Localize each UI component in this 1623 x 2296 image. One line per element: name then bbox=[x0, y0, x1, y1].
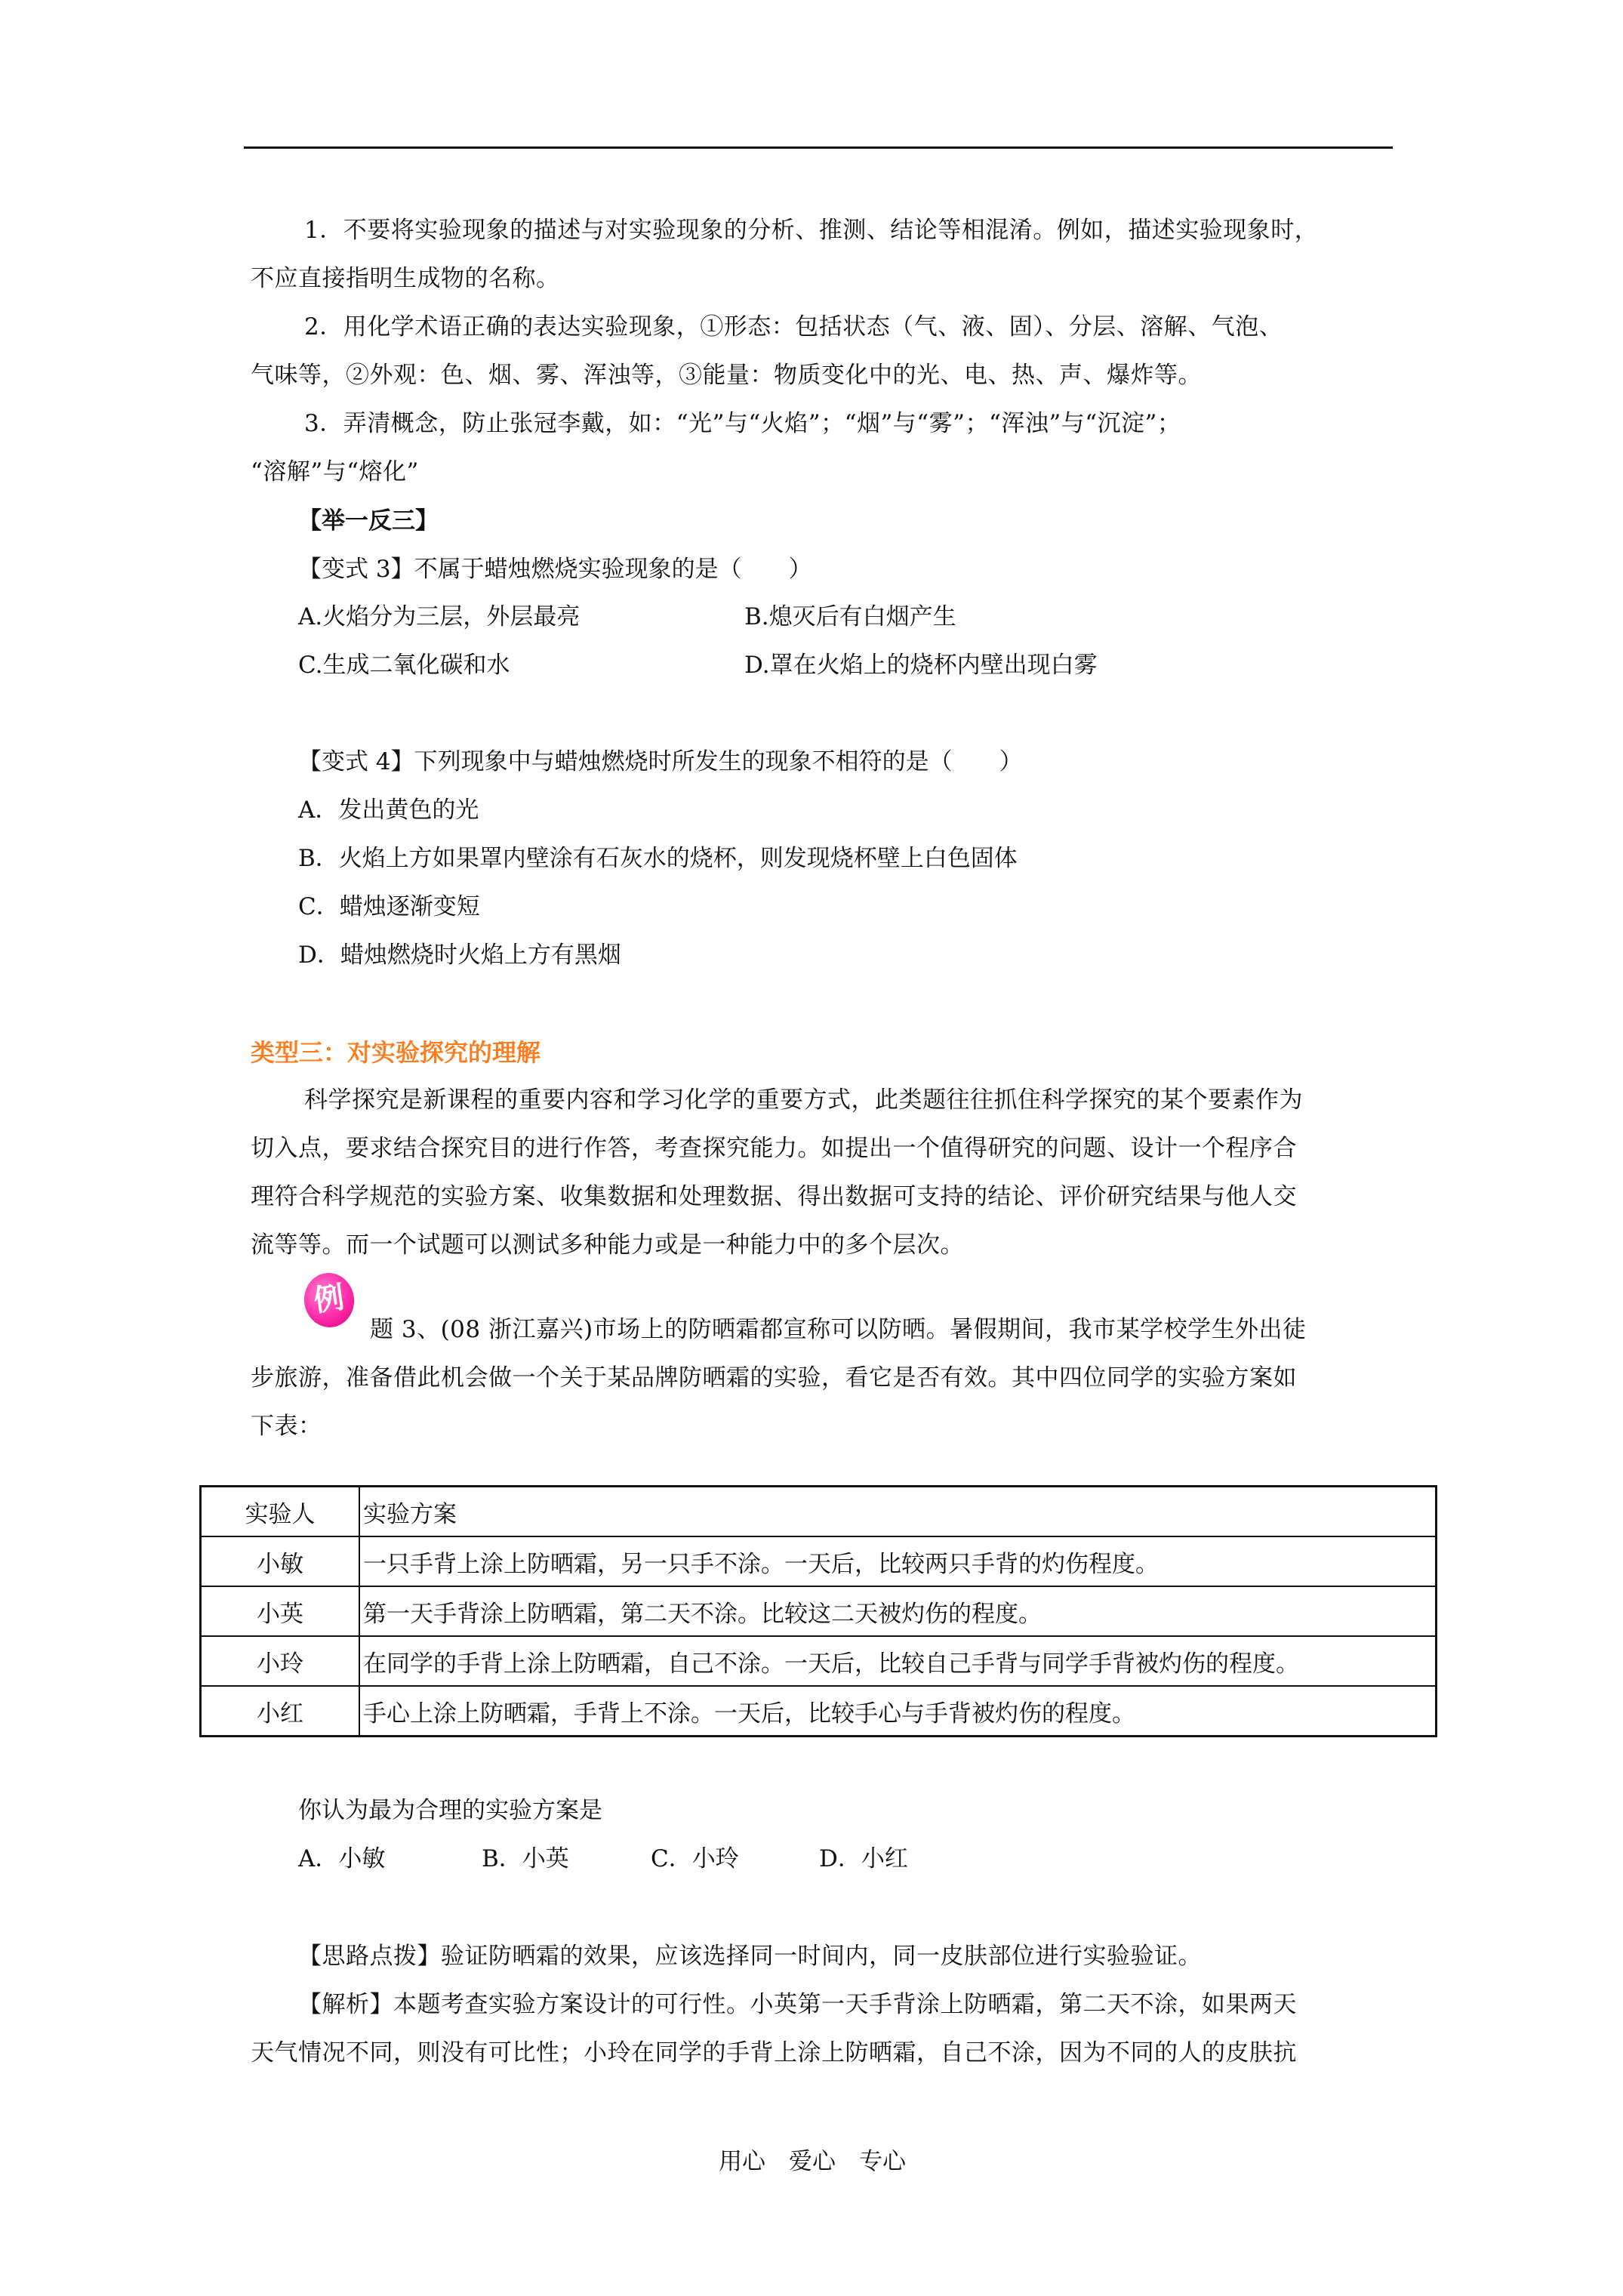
point-2-line-2: 气味等，②外观：色、烟、雾、浑浊等，③能量：物质变化中的光、电、热、声、爆炸等。 bbox=[251, 362, 1202, 389]
point-1-line-1: 1．不要将实验现象的描述与对实验现象的分析、推测、结论等相混淆。例如，描述实验现象时， bbox=[304, 217, 1319, 244]
table-cell-person: 小玲 bbox=[201, 1636, 360, 1686]
type-3-line-1: 科学探究是新课程的重要内容和学习化学的重要方式，此类题往往抓住科学探究的某个要素作为 bbox=[304, 1086, 1303, 1114]
analysis-line-2: 天气情况不同，则没有可比性；小玲在同学的手背上涂上防晒霜，自己不涂，因为不同的人的皮肤抗 bbox=[251, 2039, 1297, 2066]
type-3-line-2: 切入点，要求结合探究目的进行作答，考查探究能力。如提出一个值得研究的问题、设计一个程序合 bbox=[251, 1135, 1297, 1162]
question-option-b: B．小英 bbox=[482, 1845, 569, 1872]
variant-3-option-d: D.罩在火焰上的烧杯内壁出现白雾 bbox=[744, 652, 1098, 679]
type-3-heading: 类型三：对实验探究的理解 bbox=[251, 1038, 541, 1067]
point-3-line-2: “溶解”与“熔化” bbox=[251, 458, 419, 485]
point-2-line-1: 2．用化学术语正确的表达实验现象，①形态：包括状态（气、液、固）、分层、溶解、气泡、 bbox=[304, 313, 1283, 341]
point-3-line-1: 3．弄清概念，防止张冠李戴，如：“光”与“火焰”；“烟”与“雾”；“浑浊”与“沉淀”； bbox=[304, 410, 1181, 437]
analysis-line-1: 【解析】本题考查实验方案设计的可行性。小英第一天手背涂上防晒霜，第二天不涂，如果两天 bbox=[298, 1991, 1297, 2018]
question-option-a: A．小敏 bbox=[298, 1845, 386, 1872]
example-line-1: 题 3、(08 浙江嘉兴)市场上的防晒霜都宣称可以防晒。暑假期间，我市某学校学生外出徒 bbox=[370, 1316, 1307, 1343]
table-header-person: 实验人 bbox=[201, 1487, 360, 1537]
variant-3-option-a: A.火焰分为三层，外层最亮 bbox=[298, 603, 581, 630]
page-footer: 用心 爱心 专心 bbox=[719, 2148, 906, 2175]
variant-4-stem: 【变式 4】下列现象中与蜡烛燃烧时所发生的现象不相符的是（ ） bbox=[298, 748, 1023, 775]
table-row bbox=[201, 1636, 1437, 1686]
header-rule bbox=[244, 146, 1393, 149]
variant-4-option-c: C．蜡烛逐渐变短 bbox=[298, 893, 480, 920]
table-cell-plan: 一只手背上涂上防晒霜，另一只手不涂。一天后，比较两只手背的灼伤程度。 bbox=[359, 1536, 1437, 1586]
type-3-line-4: 流等等。而一个试题可以测试多种能力或是一种能力中的多个层次。 bbox=[251, 1231, 964, 1259]
point-1-line-2: 不应直接指明生成物的名称。 bbox=[251, 265, 560, 292]
table-cell-plan: 第一天手背涂上防晒霜，第二天不涂。比较这二天被灼伤的程度。 bbox=[359, 1586, 1437, 1636]
table-cell-person: 小敏 bbox=[201, 1536, 360, 1586]
variant-3-option-c: C.生成二氧化碳和水 bbox=[298, 652, 510, 679]
question-stem: 你认为最为合理的实验方案是 bbox=[298, 1797, 602, 1824]
example-line-2: 步旅游，准备借此机会做一个关于某品牌防晒霜的实验，看它是否有效。其中四位同学的实验方案如 bbox=[251, 1364, 1297, 1391]
type-3-line-3: 理符合科学规范的实验方案、收集数据和处理数据、得出数据可支持的结论、评价研究结果与他人交 bbox=[251, 1183, 1297, 1210]
example-badge-icon: 例 bbox=[300, 1270, 357, 1330]
table-row bbox=[201, 1536, 1437, 1586]
table-cell-plan: 在同学的手背上涂上防晒霜，自己不涂。一天后，比较自己手背与同学手背被灼伤的程度。 bbox=[359, 1636, 1437, 1686]
experiment-plan-table bbox=[199, 1485, 1437, 1737]
variant-3-option-b: B.熄灭后有白烟产生 bbox=[744, 603, 956, 630]
hint-text: 【思路点拨】验证防晒霜的效果，应该选择同一时间内，同一皮肤部位进行实验验证。 bbox=[298, 1943, 1202, 1970]
variant-3-stem: 【变式 3】不属于蜡烛燃烧实验现象的是（ ） bbox=[298, 556, 812, 583]
table-header-row bbox=[201, 1487, 1437, 1537]
table-cell-person: 小英 bbox=[201, 1586, 360, 1636]
practice-title: 【举一反三】 bbox=[298, 507, 439, 535]
table-header-plan: 实验方案 bbox=[359, 1487, 1437, 1537]
question-option-c: C．小玲 bbox=[651, 1845, 739, 1872]
variant-4-option-a: A．发出黄色的光 bbox=[298, 797, 479, 824]
example-line-3: 下表： bbox=[251, 1413, 322, 1440]
variant-4-option-b: B．火焰上方如果罩内壁涂有石灰水的烧杯，则发现烧杯壁上白色固体 bbox=[298, 845, 1018, 872]
table-cell-person: 小红 bbox=[201, 1686, 360, 1737]
table-row bbox=[201, 1686, 1437, 1737]
question-option-d: D．小红 bbox=[819, 1845, 908, 1872]
table-row bbox=[201, 1586, 1437, 1636]
table-cell-plan: 手心上涂上防晒霜，手背上不涂。一天后，比较手心与手背被灼伤的程度。 bbox=[359, 1686, 1437, 1737]
variant-4-option-d: D．蜡烛燃烧时火焰上方有黑烟 bbox=[298, 942, 621, 969]
